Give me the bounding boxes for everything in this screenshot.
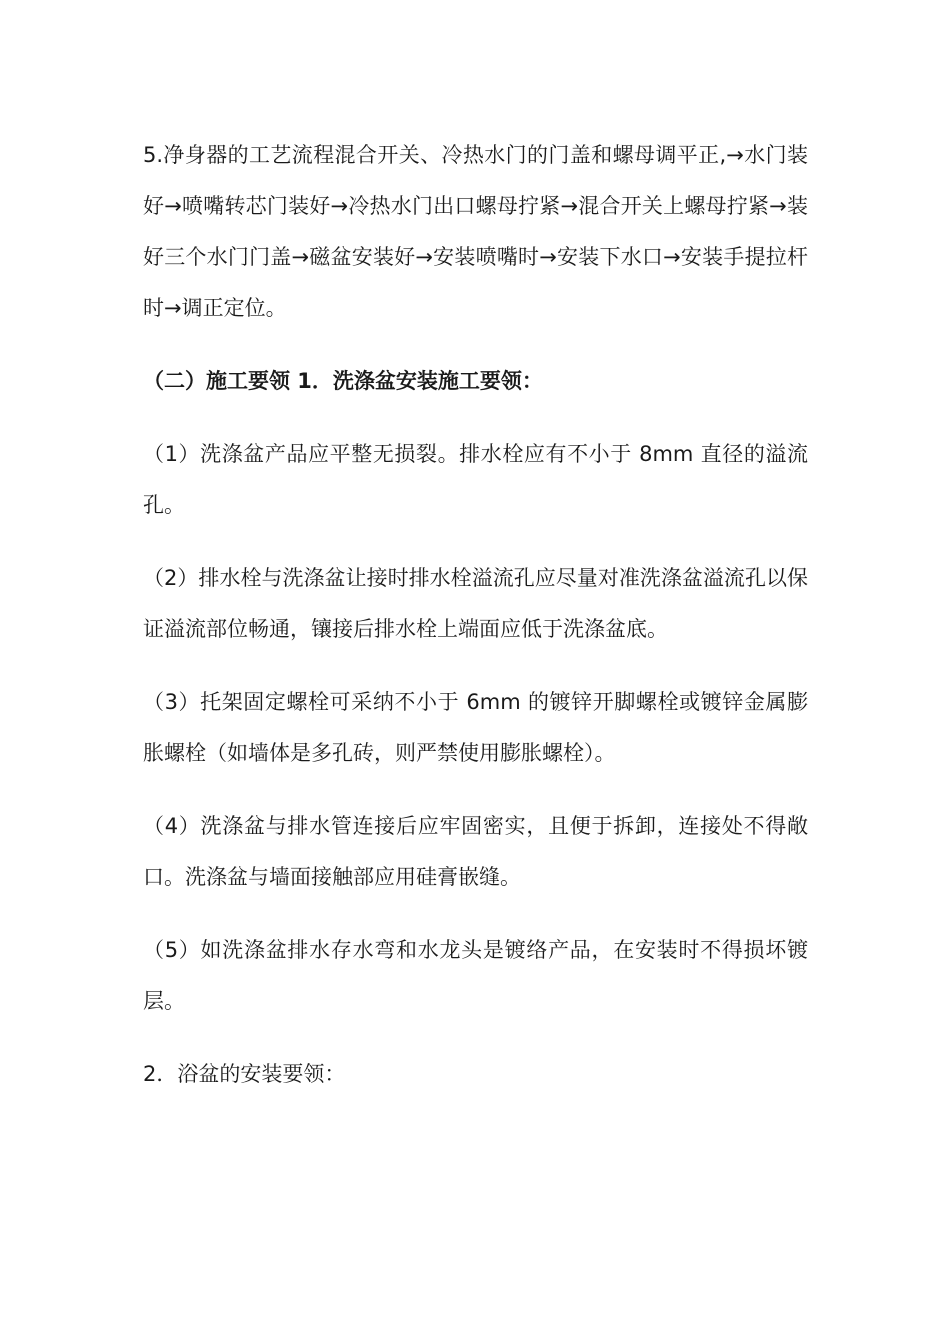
paragraph-item-3: （3）托架固定螺栓可采纳不小于 6mm 的镀锌开脚螺栓或镀锌金属膨胀螺栓（如墙体是多孔砖，则严禁使用膨胀螺栓）。 (143, 690, 808, 765)
paragraph-item-4: （4）洗涤盆与排水管连接后应牢固密实，且便于拆卸，连接处不得敞口。洗涤盆与墙面接触部应用硅膏嵌缝。 (143, 814, 808, 889)
section-heading-construction-essentials: （二）施工要领 1．洗涤盆安装施工要领： (143, 369, 543, 393)
paragraph-item-2: （2）排水栓与洗涤盆让接时排水栓溢流孔应尽量对准洗涤盆溢流孔以保证溢流部位畅通，镶接后排水栓上端面应低于洗涤盆底。 (143, 566, 808, 641)
paragraph-item-5: （5）如洗涤盆排水存水弯和水龙头是镀络产品，在安装时不得损坏镀层。 (143, 938, 808, 1013)
paragraph-bidet-process: 5.净身器的工艺流程混合开关、冷热水门的门盖和螺母调平正,→水门装好→喷嘴转芯门装好→冷热水门出口螺母拧紧→混合开关上螺母拧紧→装好三个水门门盖→磁盆安装好→安装喷嘴时→安装下水口→安装手提拉杆时→调正定位。 (143, 143, 808, 320)
document-page (143, 130, 808, 1122)
paragraph-bathtub-heading: 2．浴盆的安装要领： (143, 1062, 346, 1086)
paragraph-item-1: （1）洗涤盆产品应平整无损裂。排水栓应有不小于 8mm 直径的溢流孔。 (143, 442, 808, 517)
